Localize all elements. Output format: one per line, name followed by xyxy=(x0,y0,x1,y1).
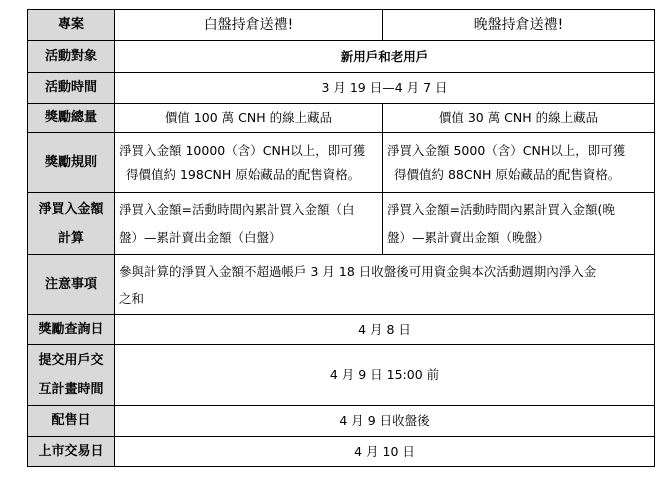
calc-night-line2: 盤）—累計賣出金額（晚盤） xyxy=(387,229,550,245)
value-calc-day xyxy=(115,193,383,255)
value-period: 3 月 19 日—4 月 7 日 xyxy=(115,73,655,104)
header-night-session: 晚盤持倉送禮! xyxy=(383,10,655,41)
label-calc xyxy=(28,193,115,255)
label-submit-line2: 互計畫時間 xyxy=(38,382,104,397)
label-submit-line1: 提交用戶交 xyxy=(38,353,104,368)
value-target: 新用戶和老用戶 xyxy=(115,41,655,73)
value-rules-day xyxy=(115,133,383,193)
rules-night-line1: 淨買入金額 5000（含）CNH以上，即可獲 xyxy=(387,142,626,158)
rules-day-line2: 得價值約 198CNH 原始藏品的配售資格。 xyxy=(126,166,361,182)
notes-line2: 之和 xyxy=(119,290,145,306)
campaign-table xyxy=(27,9,655,467)
value-query: 4 月 8 日 xyxy=(115,315,655,345)
value-rules-night xyxy=(383,133,655,193)
header-day-session: 白盤持倉送禮! xyxy=(115,10,383,41)
value-notes xyxy=(115,255,655,315)
row-listing xyxy=(28,437,655,467)
value-total-night: 價值 30 萬 CNH 的線上藏品 xyxy=(383,104,655,133)
label-listing: 上市交易日 xyxy=(28,437,115,467)
row-period xyxy=(28,73,655,104)
row-query xyxy=(28,315,655,345)
label-total: 獎勵總量 xyxy=(28,104,115,133)
label-period: 活動時間 xyxy=(28,73,115,104)
rules-night-line2: 得價值約 88CNH 原始藏品的配售資格。 xyxy=(394,166,621,182)
row-rules xyxy=(28,133,655,193)
value-total-day: 價值 100 萬 CNH 的線上藏品 xyxy=(115,104,383,133)
label-target: 活動對象 xyxy=(28,41,115,73)
label-allot: 配售日 xyxy=(28,406,115,437)
label-rules: 獎勵規則 xyxy=(28,133,115,193)
calc-day-line2: 盤）—累計賣出金額（白盤） xyxy=(119,229,282,245)
label-submit xyxy=(28,345,115,406)
label-query: 獎勵查詢日 xyxy=(28,315,115,345)
value-submit: 4 月 9 日 15:00 前 xyxy=(115,345,655,406)
row-submit xyxy=(28,345,655,406)
value-allot: 4 月 9 日收盤後 xyxy=(115,406,655,437)
label-calc-line2: 計算 xyxy=(57,230,84,246)
value-calc-night xyxy=(383,193,655,255)
row-notes xyxy=(28,255,655,315)
row-target xyxy=(28,41,655,73)
row-allot xyxy=(28,406,655,437)
header-row xyxy=(28,10,655,41)
value-listing: 4 月 10 日 xyxy=(115,437,655,467)
rules-day-line1: 淨買入金額 10000（含）CNH以上，即可獲 xyxy=(119,142,366,158)
row-total xyxy=(28,104,655,133)
notes-line1: 參與計算的淨買入金額不超過帳戶 3 月 18 日收盤後可用資金與本次活動週期內淨入金 xyxy=(119,263,597,279)
calc-night-line1: 淨買入金額=活動時間內累計買入金額(晚 xyxy=(387,201,615,217)
label-notes: 注意事項 xyxy=(28,255,115,315)
row-calc xyxy=(28,193,655,255)
header-project: 專案 xyxy=(28,10,115,41)
calc-day-line1: 淨買入金額=活動時間內累計買入金額（白 xyxy=(119,201,355,217)
label-calc-line1: 淨買入金額 xyxy=(38,201,104,217)
